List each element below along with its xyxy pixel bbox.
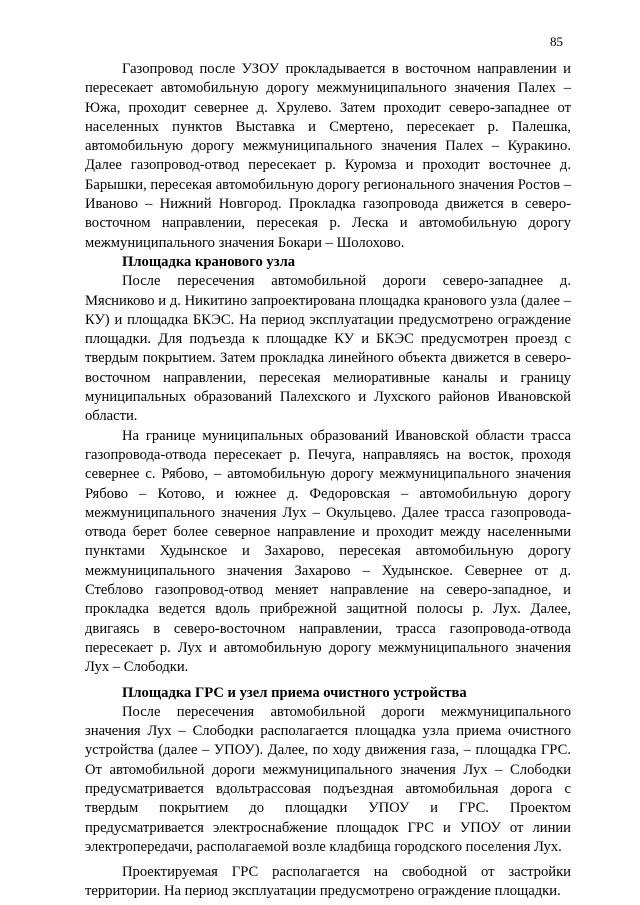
heading-grs-site: Площадка ГРС и узел приема очистного устройства — [122, 684, 467, 701]
paragraph-gas-pipeline-route: Газопровод после УЗОУ прокладывается в восточном направлении и пересекает автомобильную дорогу межмуниципального значения Палех – Южа, проходит севернее д. Хрулево. Затем проходит северо-западнее от населенных пунктов Выставка и Смертено, пересекает р. Палешка, автомобильную дорогу межмуниципального значения Палех – Куракино. Далее газопровод-отвод пересекает р. Куромза и проходит восточнее д. Барышки, пересекая автомобильную дорогу регионального значения Ростов – Иваново – Нижний Новгород. Прокладка газопровода движется в северо-восточном направлении, пересекая р. Леска и автомобильную дорогу межмуниципального значения Бокари – Шолохово. — [85, 61, 571, 251]
paragraph-grs-site: После пересечения автомобильной дороги межмуниципального значения Лух – Слободки располагается площадка узла приема очистного устройства (далее – УПОУ). Далее, по ходу движения газа, – площадка ГРС. От автомобильной дороги межмуниципального значения Лух – Слободки предусматривается вдольтрассовая подъездная автомобильная дорога с твердым покрытием до площадки УПОУ и ГРС. Проектом предусматривается электроснабжение площадок ГРС и УПОУ от линии электропередачи, располагаемой возле кладбища городского поселения Лух. — [85, 703, 571, 855]
paragraph-municipal-border-route: На границе муниципальных образований Ивановской области трасса газопровода-отвода пересекает р. Печуга, направляясь на восток, проходя севернее с. Рябово, – автомобильную дорогу межмуниципального значения Рябово – Котово, и южнее д. Федоровская – автомобильную дорогу межмуниципального значения Лух – Окульцево. Далее трасса газопровода-отвода берет более северное направление и проходит между населенными пунктами Худынское и Захарово, пересекая автомобильную дорогу межмуниципального значения Захарово – Худынское. Севернее от д. Стеблово газопровод-отвод меняет направление на северо-западное, и прокладка ведется вдоль прибрежной защитной полосы р. Лух. Далее, двигаясь в северо-восточном направлении, трасса газопровода-отвода пересекает р. Лух и автомобильную дорогу межмуниципального значения Лух – Слободки. — [85, 427, 571, 676]
paragraph-grs-location: Проектируемая ГРС располагается на свободной от застройки территории. На период эксплуатации предусмотрено ограждение площадки. — [85, 864, 571, 900]
paragraph-valve-site: После пересечения автомобильной дороги северо-западнее д. Мясниково и д. Никитино запроектирована площадка кранового узла (далее – КУ) и площадка БКЭС. На период эксплуатации предусмотрено ограждение площадки. Для подъезда к площадке КУ и БКЭС предусмотрен проезд с твердым покрытием. Затем прокладка линейного объекта движется в северо-восточном направлении, пересекая мелиоративные каналы и границу муниципальных образований Палехского и Лухского районов Ивановской области. — [85, 273, 571, 425]
page-number: 85 — [550, 34, 563, 49]
document-body — [85, 60, 571, 902]
heading-valve-site: Площадка кранового узла — [122, 253, 296, 270]
